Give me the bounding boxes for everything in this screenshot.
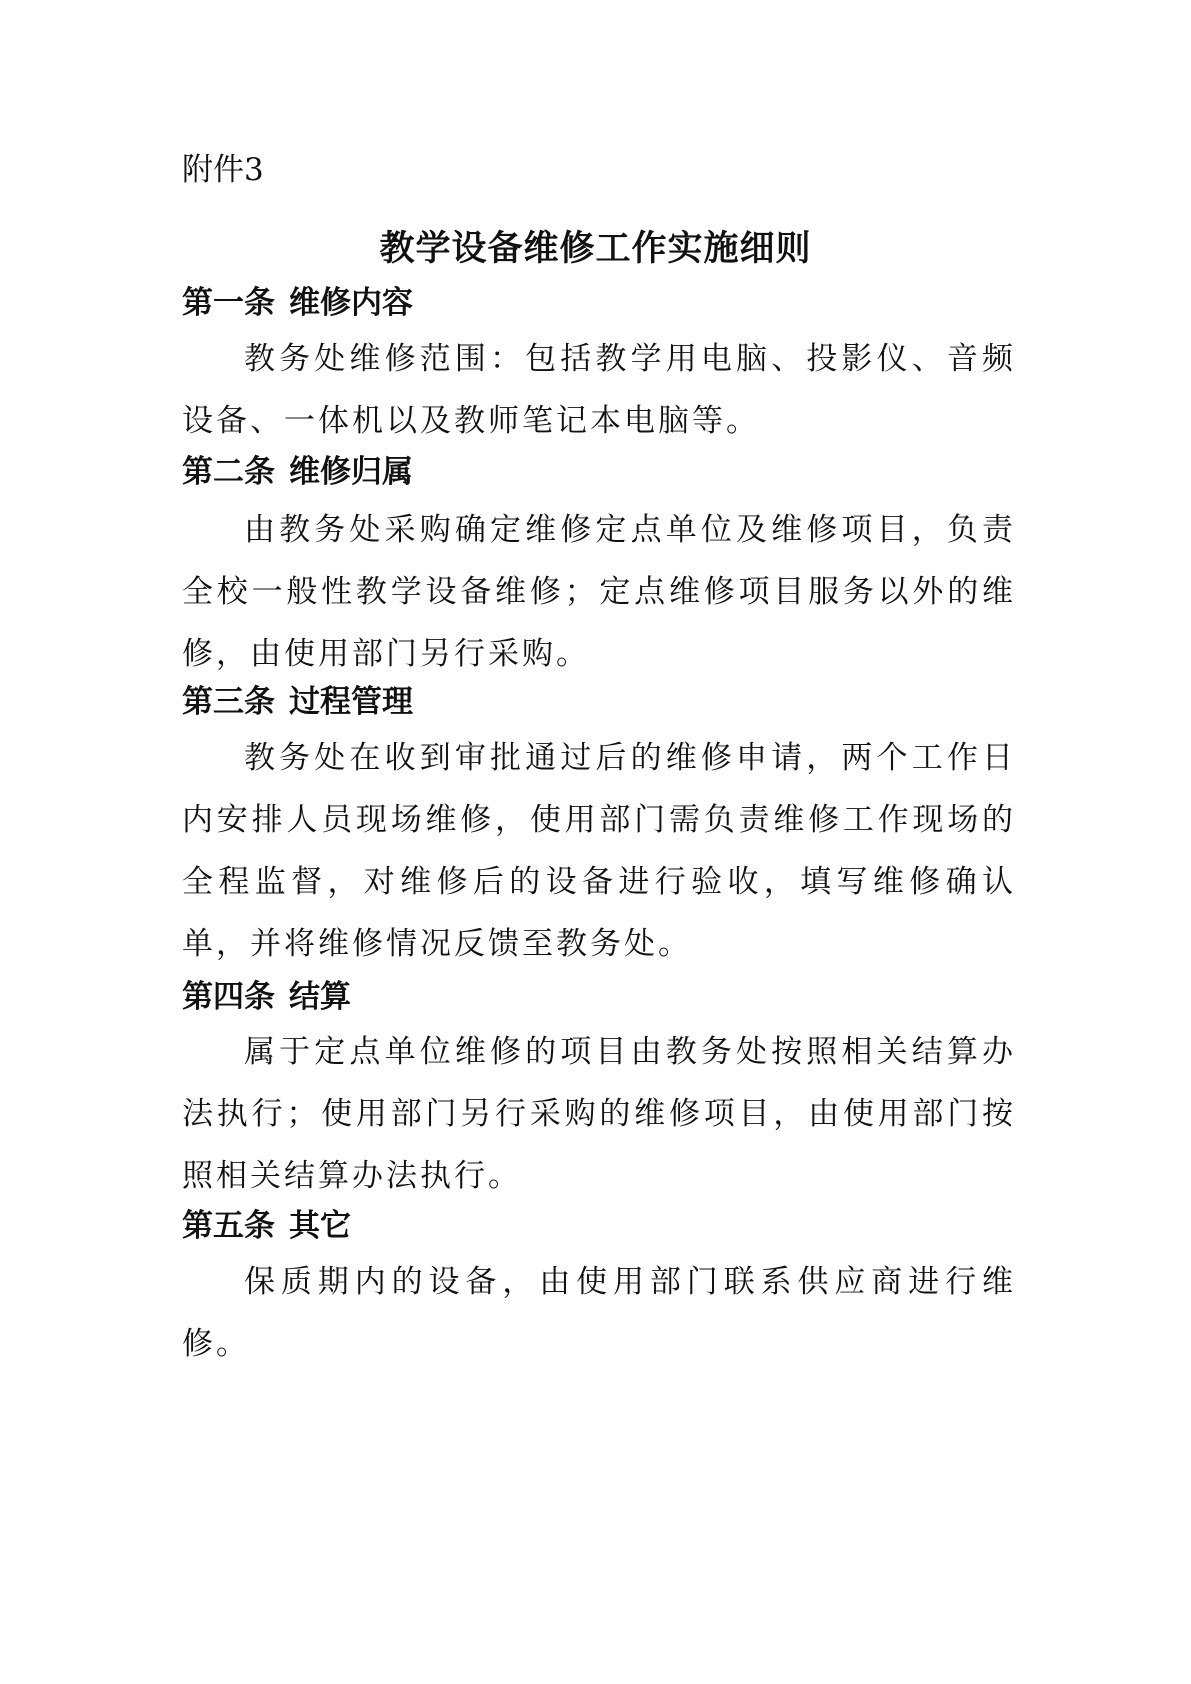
section-number: 第五条	[182, 1208, 275, 1244]
attachment-label: 附件3	[182, 152, 264, 188]
section-body-4: 属于定点单位维修的项目由教务处按照相关结算办法执行；使用部门另行采购的维修项目，由使用部门按照相关结算办法执行。	[182, 1034, 1016, 1194]
section-body-5: 保质期内的设备，由使用部门联系供应商进行维修。	[182, 1264, 1016, 1362]
section-name: 维修内容	[289, 285, 413, 321]
section-body-2: 由教务处采购确定维修定点单位及维修项目，负责全校一般性教学设备维修；定点维修项目服务以外的维修，由使用部门另行采购。	[182, 512, 1016, 672]
section-body-1: 教务处维修范围：包括教学用电脑、投影仪、音频设备、一体机以及教师笔记本电脑等。	[182, 341, 1016, 439]
section-number: 第一条	[182, 285, 275, 321]
section-name: 结算	[289, 979, 351, 1015]
section-name: 维修归属	[289, 454, 413, 490]
section-number: 第三条	[182, 684, 275, 720]
section-name: 过程管理	[289, 684, 413, 720]
section-heading-4	[182, 975, 351, 1019]
section-heading-5	[182, 1204, 351, 1248]
section-heading-2	[182, 450, 413, 494]
document-title: 教学设备维修工作实施细则	[379, 229, 812, 269]
section-heading-1	[182, 281, 413, 325]
section-number: 第四条	[182, 979, 275, 1015]
section-heading-3	[182, 680, 413, 724]
section-name: 其它	[289, 1208, 351, 1244]
section-number: 第二条	[182, 454, 275, 490]
section-body-3: 教务处在收到审批通过后的维修申请，两个工作日内安排人员现场维修，使用部门需负责维修工作现场的全程监督，对维修后的设备进行验收，填写维修确认单，并将维修情况反馈至教务处。	[182, 740, 1016, 962]
